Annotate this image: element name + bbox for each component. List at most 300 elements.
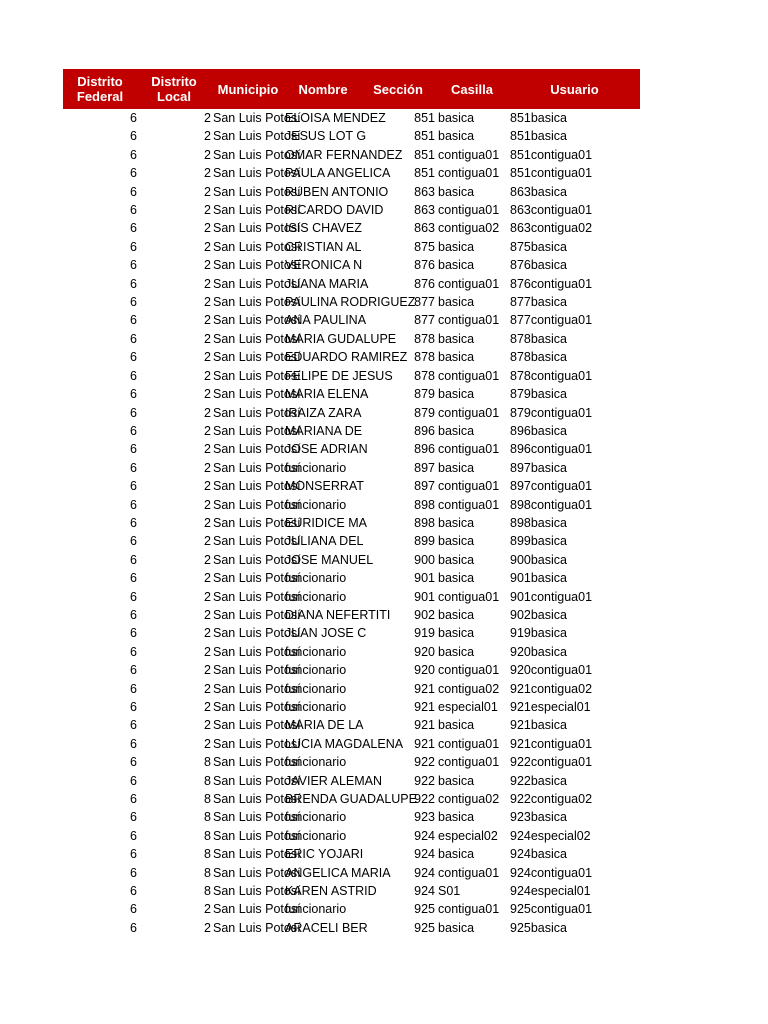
casilla-cell[interactable]: contigua01 [438,166,500,181]
seccion-cell[interactable]: 901 [414,571,435,586]
distrito-local-cell[interactable]: 8 [204,847,211,862]
distrito-federal-cell[interactable]: 6 [130,129,137,144]
nombre-cell[interactable]: MONSERRAT [285,479,364,494]
usuario-cell[interactable]: 920basica [510,644,567,659]
distrito-federal-cell[interactable]: 6 [130,884,137,899]
table-row[interactable] [63,680,640,698]
distrito-local-cell[interactable]: 2 [204,626,211,641]
distrito-local-cell[interactable]: 2 [204,147,211,162]
table-row[interactable] [63,698,640,716]
municipio-cell[interactable]: San Luis Potosí [213,626,301,641]
seccion-cell[interactable]: 876 [414,276,435,291]
casilla-cell[interactable]: basica [438,810,475,825]
casilla-cell[interactable]: contigua01 [438,405,500,420]
seccion-cell[interactable]: 875 [414,239,435,254]
distrito-local-cell[interactable]: 2 [204,368,211,383]
table-row[interactable] [63,624,640,642]
usuario-cell[interactable]: 925contigua01 [510,902,593,917]
casilla-cell[interactable]: basica [438,847,475,862]
usuario-cell[interactable]: 924contigua01 [510,865,593,880]
table-row[interactable] [63,551,640,569]
table-row[interactable] [63,127,640,145]
nombre-cell[interactable]: VERONICA N [285,258,363,273]
usuario-cell[interactable]: 922basica [510,773,567,788]
municipio-cell[interactable]: San Luis Potosí [213,828,301,843]
casilla-cell[interactable]: contigua01 [438,589,500,604]
nombre-cell[interactable]: JOSE MANUEL [285,552,374,567]
table-row[interactable] [63,440,640,458]
casilla-cell[interactable]: especial01 [438,700,498,714]
distrito-local-cell[interactable]: 8 [204,773,211,788]
casilla-cell[interactable]: contigua01 [438,276,500,291]
seccion-cell[interactable]: 920 [414,644,435,659]
usuario-cell[interactable]: 877contigua01 [510,313,593,328]
usuario-cell[interactable]: 900basica [510,552,567,567]
seccion-cell[interactable]: 851 [414,111,435,125]
seccion-cell[interactable]: 898 [414,515,435,530]
distrito-local-cell[interactable]: 2 [204,681,211,696]
distrito-federal-cell[interactable]: 6 [130,644,137,659]
nombre-cell[interactable]: JUANA MARIA [285,276,369,291]
casilla-cell[interactable]: basica [438,350,475,365]
distrito-federal-cell[interactable]: 6 [130,736,137,751]
column-header-casilla[interactable]: Casilla [451,81,493,97]
municipio-cell[interactable]: San Luis Potosí [213,736,301,751]
seccion-cell[interactable]: 919 [414,626,435,641]
municipio-cell[interactable]: San Luis Potosí [213,166,301,181]
casilla-cell[interactable]: basica [438,626,475,641]
distrito-local-cell[interactable]: 2 [204,184,211,199]
municipio-cell[interactable]: San Luis Potosí [213,644,301,659]
distrito-federal-cell[interactable]: 6 [130,221,137,236]
table-row[interactable] [63,532,640,550]
usuario-cell[interactable]: 921basica [510,718,567,733]
casilla-cell[interactable]: especial02 [438,828,498,843]
distrito-federal-cell[interactable]: 6 [130,589,137,604]
municipio-cell[interactable]: San Luis Potosí [213,865,301,880]
nombre-cell[interactable]: funcionario [285,497,347,512]
distrito-federal-cell[interactable]: 6 [130,626,137,641]
seccion-cell[interactable]: 863 [414,221,435,236]
distrito-local-cell[interactable]: 2 [204,203,211,218]
municipio-cell[interactable]: San Luis Potosí [213,276,301,291]
table-row[interactable] [63,477,640,495]
usuario-cell[interactable]: 898basica [510,515,567,530]
usuario-cell[interactable]: 878contigua01 [510,368,593,383]
seccion-cell[interactable]: 924 [414,847,435,862]
table-row[interactable] [63,514,640,532]
column-header-municipio[interactable]: Municipio [217,81,279,97]
seccion-cell[interactable]: 879 [414,387,435,402]
usuario-cell[interactable]: 902basica [510,607,567,622]
nombre-cell[interactable]: EURIDICE MA [285,515,367,530]
distrito-local-cell[interactable]: 2 [204,607,211,622]
distrito-local-cell[interactable]: 2 [204,221,211,236]
casilla-cell[interactable]: contigua01 [438,736,500,751]
casilla-cell[interactable]: basica [438,258,475,273]
distrito-federal-cell[interactable]: 6 [130,700,137,714]
distrito-federal-cell[interactable]: 6 [130,663,137,678]
municipio-cell[interactable]: San Luis Potosí [213,847,301,862]
casilla-cell[interactable]: basica [438,295,475,310]
table-row[interactable] [63,716,640,734]
distrito-federal-cell[interactable]: 6 [130,515,137,530]
distrito-local-cell[interactable]: 2 [204,387,211,402]
usuario-cell[interactable]: 896contigua01 [510,442,593,457]
table-row[interactable] [63,735,640,753]
table-row[interactable] [63,183,640,201]
seccion-cell[interactable]: 901 [414,589,435,604]
usuario-cell[interactable]: 925basica [510,920,567,935]
municipio-cell[interactable]: San Luis Potosí [213,755,301,770]
usuario-cell[interactable]: 896basica [510,423,567,438]
nombre-cell[interactable]: JOSE ADRIAN [285,442,368,457]
table-row[interactable] [63,201,640,219]
distrito-local-cell[interactable]: 2 [204,166,211,181]
distrito-local-cell[interactable]: 2 [204,718,211,733]
nombre-cell[interactable]: ISIS CHAVEZ [285,221,362,236]
nombre-cell[interactable]: RUBEN ANTONIO [285,184,389,199]
casilla-cell[interactable]: basica [438,534,475,549]
table-row[interactable] [63,882,640,900]
distrito-local-cell[interactable]: 2 [204,515,211,530]
column-header-nombre[interactable]: Nombre [298,81,348,97]
distrito-local-cell[interactable]: 2 [204,313,211,328]
casilla-cell[interactable]: basica [438,773,475,788]
seccion-cell[interactable]: 922 [414,792,435,807]
casilla-cell[interactable]: basica [438,607,475,622]
distrito-local-cell[interactable]: 2 [204,534,211,549]
seccion-cell[interactable]: 920 [414,663,435,678]
distrito-local-cell[interactable]: 2 [204,902,211,917]
usuario-cell[interactable]: 922contigua02 [510,792,593,807]
casilla-cell[interactable]: basica [438,129,475,144]
seccion-cell[interactable]: 925 [414,902,435,917]
nombre-cell[interactable]: JAVIER ALEMAN [285,773,383,788]
table-row[interactable] [63,919,640,937]
distrito-local-cell[interactable]: 2 [204,497,211,512]
nombre-cell[interactable]: LUCIA MAGDALENA [285,736,404,751]
nombre-cell[interactable]: BRENDA GUADALUPE [285,792,417,807]
casilla-cell[interactable]: contigua01 [438,313,500,328]
distrito-local-cell[interactable]: 2 [204,111,211,125]
table-row[interactable] [63,753,640,771]
casilla-cell[interactable]: contigua01 [438,203,500,218]
table-row[interactable] [63,348,640,366]
usuario-cell[interactable]: 875basica [510,239,567,254]
distrito-local-cell[interactable]: 2 [204,295,211,310]
nombre-cell[interactable]: KAREN ASTRID [285,884,377,899]
nombre-cell[interactable]: OMAR FERNANDEZ [285,147,403,162]
table-row[interactable] [63,219,640,237]
usuario-cell[interactable]: 877basica [510,295,567,310]
municipio-cell[interactable]: San Luis Potosí [213,571,301,586]
municipio-cell[interactable]: San Luis Potosí [213,534,301,549]
distrito-local-cell[interactable]: 2 [204,442,211,457]
distrito-local-cell[interactable]: 8 [204,792,211,807]
usuario-cell[interactable]: 879basica [510,387,567,402]
municipio-cell[interactable]: San Luis Potosí [213,607,301,622]
municipio-cell[interactable]: San Luis Potosí [213,423,301,438]
municipio-cell[interactable]: San Luis Potosí [213,681,301,696]
municipio-cell[interactable]: San Luis Potosí [213,663,301,678]
seccion-cell[interactable]: 898 [414,497,435,512]
nombre-cell[interactable]: JUAN JOSE C [285,626,367,641]
seccion-cell[interactable]: 921 [414,736,435,751]
nombre-cell[interactable]: JESUS LOT G [285,129,367,144]
distrito-federal-cell[interactable]: 6 [130,295,137,310]
distrito-local-cell[interactable]: 8 [204,755,211,770]
seccion-cell[interactable]: 897 [414,460,435,475]
distrito-local-cell[interactable]: 2 [204,644,211,659]
municipio-cell[interactable]: San Luis Potosí [213,515,301,530]
table-row[interactable] [63,256,640,274]
table-row[interactable] [63,588,640,606]
distrito-federal-cell[interactable]: 6 [130,166,137,181]
casilla-cell[interactable]: basica [438,515,475,530]
casilla-cell[interactable]: contigua01 [438,368,500,383]
municipio-cell[interactable]: San Luis Potosí [213,405,301,420]
usuario-cell[interactable]: 901contigua01 [510,589,593,604]
nombre-cell[interactable]: funcionario [285,460,347,475]
seccion-cell[interactable]: 896 [414,423,435,438]
table-row[interactable] [63,330,640,348]
nombre-cell[interactable]: IRAIZA ZARA [285,405,362,420]
seccion-cell[interactable]: 878 [414,368,435,383]
municipio-cell[interactable]: San Luis Potosí [213,920,301,935]
distrito-federal-cell[interactable]: 6 [130,920,137,935]
nombre-cell[interactable]: DIANA NEFERTITI [285,607,391,622]
nombre-cell[interactable]: funcionario [285,681,347,696]
table-row[interactable] [63,845,640,863]
distrito-federal-cell[interactable]: 6 [130,497,137,512]
casilla-cell[interactable]: basica [438,718,475,733]
distrito-federal-cell[interactable]: 6 [130,792,137,807]
distrito-federal-cell[interactable]: 6 [130,534,137,549]
casilla-cell[interactable]: contigua01 [438,865,500,880]
municipio-cell[interactable]: San Luis Potosí [213,313,301,328]
table-row[interactable] [63,772,640,790]
table-row[interactable] [63,275,640,293]
distrito-local-cell[interactable]: 8 [204,884,211,899]
column-header-usuario[interactable]: Usuario [550,81,599,97]
distrito-local-cell[interactable]: 2 [204,571,211,586]
distrito-federal-cell[interactable]: 6 [130,405,137,420]
column-header-distrito-local[interactable]: Distrito Local [151,74,197,104]
distrito-local-cell[interactable]: 8 [204,865,211,880]
distrito-local-cell[interactable]: 2 [204,460,211,475]
municipio-cell[interactable]: San Luis Potosí [213,589,301,604]
casilla-cell[interactable]: basica [438,460,475,475]
usuario-cell[interactable]: 921contigua02 [510,681,593,696]
usuario-cell[interactable]: 921especial01 [510,700,591,714]
distrito-local-cell[interactable]: 2 [204,479,211,494]
nombre-cell[interactable]: MARIA ELENA [285,387,369,402]
municipio-cell[interactable]: San Luis Potosí [213,111,301,125]
table-row[interactable] [63,385,640,403]
casilla-cell[interactable]: basica [438,920,475,935]
casilla-cell[interactable]: contigua01 [438,663,500,678]
nombre-cell[interactable]: PAULA ANGELICA [285,166,391,181]
distrito-federal-cell[interactable]: 6 [130,239,137,254]
municipio-cell[interactable]: San Luis Potosí [213,184,301,199]
usuario-cell[interactable]: 863basica [510,184,567,199]
municipio-cell[interactable]: San Luis Potosí [213,331,301,346]
nombre-cell[interactable]: FELIPE DE JESUS [285,368,393,383]
seccion-cell[interactable]: 878 [414,331,435,346]
table-row[interactable] [63,422,640,440]
casilla-cell[interactable]: basica [438,184,475,199]
casilla-cell[interactable]: contigua01 [438,442,500,457]
distrito-federal-cell[interactable]: 6 [130,147,137,162]
distrito-federal-cell[interactable]: 6 [130,368,137,383]
distrito-local-cell[interactable]: 2 [204,736,211,751]
distrito-federal-cell[interactable]: 6 [130,184,137,199]
distrito-federal-cell[interactable]: 6 [130,810,137,825]
nombre-cell[interactable]: ANA PAULINA [285,313,367,328]
casilla-cell[interactable]: contigua02 [438,221,500,236]
distrito-federal-cell[interactable]: 6 [130,350,137,365]
usuario-cell[interactable]: 923basica [510,810,567,825]
municipio-cell[interactable]: San Luis Potosí [213,295,301,310]
table-row[interactable] [63,404,640,422]
municipio-cell[interactable]: San Luis Potosí [213,773,301,788]
seccion-cell[interactable]: 922 [414,755,435,770]
distrito-federal-cell[interactable]: 6 [130,828,137,843]
column-header-seccion[interactable]: Sección [373,81,423,97]
casilla-cell[interactable]: contigua02 [438,792,500,807]
usuario-cell[interactable]: 878basica [510,350,567,365]
table-row[interactable] [63,900,640,918]
seccion-cell[interactable]: 899 [414,534,435,549]
seccion-cell[interactable]: 924 [414,865,435,880]
nombre-cell[interactable]: funcionario [285,700,347,714]
distrito-local-cell[interactable]: 2 [204,663,211,678]
distrito-local-cell[interactable]: 2 [204,276,211,291]
nombre-cell[interactable]: PAULINA RODRIGUEZ [285,295,416,310]
municipio-cell[interactable]: San Luis Potosí [213,497,301,512]
nombre-cell[interactable]: funcionario [285,810,347,825]
nombre-cell[interactable]: funcionario [285,755,347,770]
usuario-cell[interactable]: 876contigua01 [510,276,593,291]
table-row[interactable] [63,367,640,385]
usuario-cell[interactable]: 924especial01 [510,884,591,899]
distrito-federal-cell[interactable]: 6 [130,902,137,917]
distrito-federal-cell[interactable]: 6 [130,331,137,346]
casilla-cell[interactable]: basica [438,239,475,254]
casilla-cell[interactable]: contigua02 [438,681,500,696]
nombre-cell[interactable]: JULIANA DEL [285,534,364,549]
municipio-cell[interactable]: San Luis Potosí [213,700,301,714]
distrito-federal-cell[interactable]: 6 [130,755,137,770]
casilla-cell[interactable]: contigua01 [438,902,500,917]
distrito-local-cell[interactable]: 2 [204,331,211,346]
usuario-cell[interactable]: 897basica [510,460,567,475]
casilla-cell[interactable]: basica [438,423,475,438]
municipio-cell[interactable]: San Luis Potosí [213,792,301,807]
usuario-cell[interactable]: 898contigua01 [510,497,593,512]
seccion-cell[interactable]: 896 [414,442,435,457]
distrito-federal-cell[interactable]: 6 [130,552,137,567]
nombre-cell[interactable]: funcionario [285,828,347,843]
distrito-local-cell[interactable]: 2 [204,129,211,144]
municipio-cell[interactable]: San Luis Potosí [213,147,301,162]
table-row[interactable] [63,808,640,826]
table-row[interactable] [63,661,640,679]
table-row[interactable] [63,293,640,311]
nombre-cell[interactable]: ELOISA MENDEZ [285,111,386,125]
seccion-cell[interactable]: 922 [414,773,435,788]
seccion-cell[interactable]: 902 [414,607,435,622]
distrito-federal-cell[interactable]: 6 [130,847,137,862]
usuario-cell[interactable]: 851contigua01 [510,166,593,181]
casilla-cell[interactable]: contigua01 [438,497,500,512]
usuario-cell[interactable]: 901basica [510,571,567,586]
usuario-cell[interactable]: 878basica [510,331,567,346]
municipio-cell[interactable]: San Luis Potosí [213,387,301,402]
distrito-local-cell[interactable]: 8 [204,828,211,843]
distrito-local-cell[interactable]: 2 [204,258,211,273]
municipio-cell[interactable]: San Luis Potosí [213,258,301,273]
table-row[interactable] [63,238,640,256]
municipio-cell[interactable]: San Luis Potosí [213,884,301,899]
distrito-local-cell[interactable]: 2 [204,700,211,714]
casilla-cell[interactable]: basica [438,644,475,659]
table-row[interactable] [63,459,640,477]
nombre-cell[interactable]: funcionario [285,663,347,678]
nombre-cell[interactable]: funcionario [285,571,347,586]
seccion-cell[interactable]: 924 [414,828,435,843]
distrito-federal-cell[interactable]: 6 [130,773,137,788]
seccion-cell[interactable]: 863 [414,184,435,199]
table-row[interactable] [63,790,640,808]
distrito-local-cell[interactable]: 2 [204,239,211,254]
usuario-cell[interactable]: 851contigua01 [510,147,593,162]
distrito-federal-cell[interactable]: 6 [130,718,137,733]
municipio-cell[interactable]: San Luis Potosí [213,368,301,383]
usuario-cell[interactable]: 851basica [510,111,567,125]
municipio-cell[interactable]: San Luis Potosí [213,129,301,144]
municipio-cell[interactable]: San Luis Potosí [213,239,301,254]
distrito-federal-cell[interactable]: 6 [130,387,137,402]
distrito-federal-cell[interactable]: 6 [130,111,137,125]
table-row[interactable] [63,643,640,661]
casilla-cell[interactable]: contigua01 [438,479,500,494]
nombre-cell[interactable]: ARACELI BER [285,920,368,935]
distrito-local-cell[interactable]: 2 [204,423,211,438]
table-row[interactable] [63,606,640,624]
column-header-distrito-federal[interactable]: Distrito Federal [76,74,124,104]
distrito-local-cell[interactable]: 2 [204,920,211,935]
casilla-cell[interactable]: basica [438,111,475,125]
municipio-cell[interactable]: San Luis Potosí [213,350,301,365]
seccion-cell[interactable]: 924 [414,884,435,899]
seccion-cell[interactable]: 921 [414,681,435,696]
nombre-cell[interactable]: RICARDO DAVID [285,203,384,218]
table-row[interactable] [63,827,640,845]
nombre-cell[interactable]: funcionario [285,644,347,659]
seccion-cell[interactable]: 921 [414,718,435,733]
usuario-cell[interactable]: 921contigua01 [510,736,593,751]
distrito-local-cell[interactable]: 2 [204,552,211,567]
table-row[interactable] [63,146,640,164]
municipio-cell[interactable]: San Luis Potosí [213,810,301,825]
seccion-cell[interactable]: 921 [414,700,435,714]
nombre-cell[interactable]: ERIC YOJARI [285,847,364,862]
seccion-cell[interactable]: 863 [414,203,435,218]
distrito-federal-cell[interactable]: 6 [130,442,137,457]
table-row[interactable] [63,496,640,514]
